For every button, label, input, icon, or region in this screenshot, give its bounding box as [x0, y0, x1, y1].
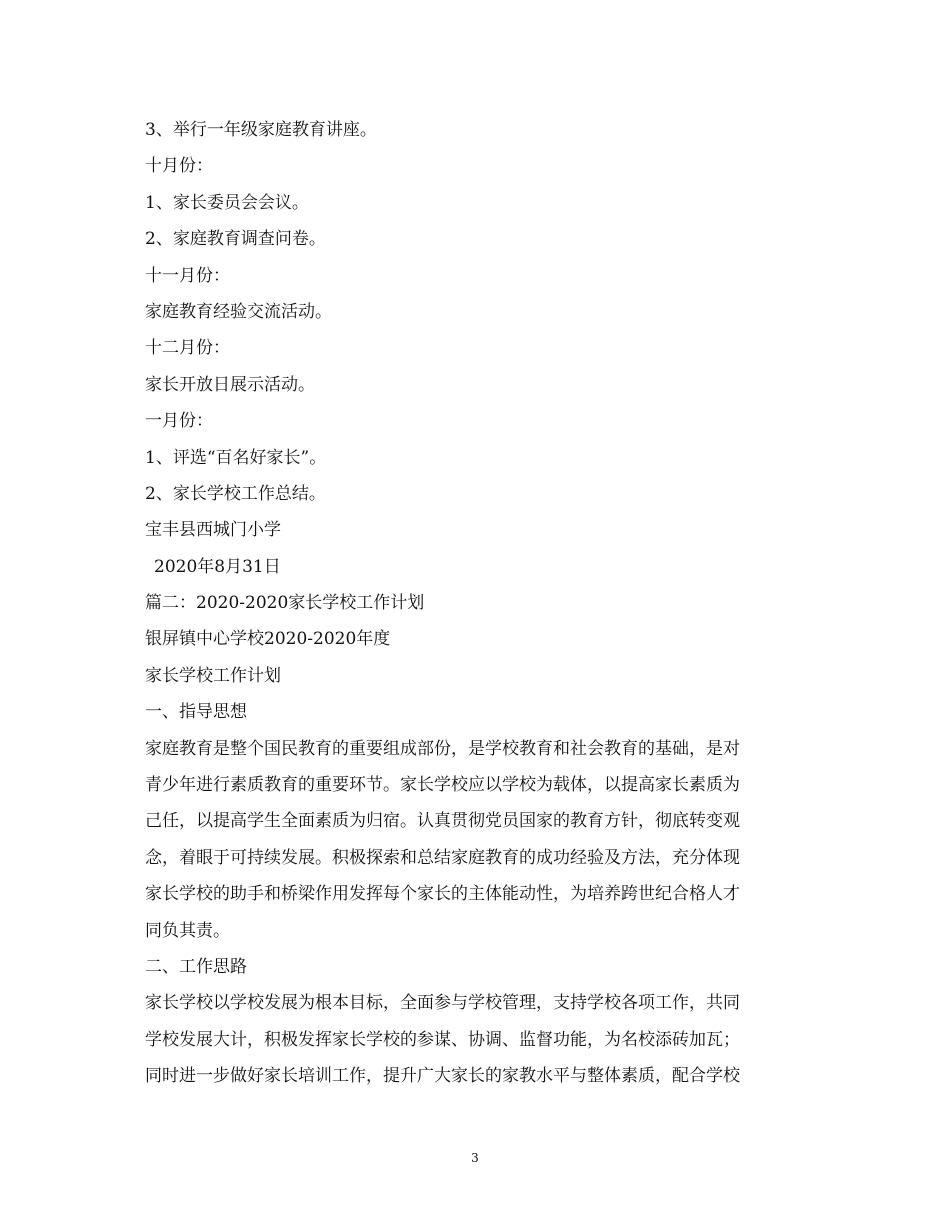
paragraph-line: 念，着眼于可持续发展。积极探索和总结家庭教育的成功经验及方法，充分体现 [145, 847, 740, 868]
text-line: 2、家长学校工作总结。 [145, 483, 326, 504]
text-line: 家庭教育经验交流活动。 [145, 301, 332, 322]
paragraph-line: 青少年进行素质教育的重要环节。家长学校应以学校为载体，以提高家长素质为 [145, 775, 740, 796]
school-signature: 宝丰县西城门小学 [145, 520, 281, 541]
text-line: 1、家长委员会会议。 [145, 192, 309, 213]
month-heading: 十二月份： [145, 338, 230, 359]
month-heading: 十月份： [145, 156, 213, 177]
month-heading: 十一月份： [145, 265, 230, 286]
section-heading: 一、指导思想 [145, 702, 247, 723]
paragraph-line: 同时进一步做好家长培训工作，提升广大家长的家教水平与整体素质，配合学校 [145, 1066, 740, 1087]
paragraph-line: 家庭教育是整个国民教育的重要组成部份，是学校教育和社会教育的基础，是对 [145, 738, 740, 759]
text-line: 2、家庭教育调查问卷。 [145, 229, 326, 250]
paragraph-line: 家长学校的助手和桥梁作用发挥每个家长的主体能动性，为培养跨世纪合格人才 [145, 884, 740, 905]
page-number: 3 [471, 1151, 479, 1165]
document-title: 银屏镇中心学校2020-2020年度 [145, 629, 391, 650]
paragraph-line: 学校发展大计，积极发挥家长学校的参谋、协调、监督功能，为名校添砖加瓦； [145, 1029, 740, 1050]
paragraph-line: 家长学校以学校发展为根本目标，全面参与学校管理，支持学校各项工作，共同 [145, 993, 740, 1014]
paragraph-line: 己任，以提高学生全面素质为归宿。认真贯彻党员国家的教育方针，彻底转变观 [145, 811, 740, 832]
document-body [145, 112, 807, 1095]
month-heading: 一月份： [145, 411, 213, 432]
text-line: 3、举行一年级家庭教育讲座。 [145, 120, 377, 140]
text-line: 1、评选“百名好家长”。 [145, 447, 327, 468]
document-title: 家长学校工作计划 [145, 665, 281, 686]
section-title: 篇二：2020-2020家长学校工作计划 [145, 593, 425, 614]
text-line: 家长开放日展示活动。 [145, 374, 315, 395]
section-heading: 二、工作思路 [145, 956, 247, 977]
signature-date: 2020年8月31日 [154, 556, 281, 577]
paragraph-line: 同负其责。 [145, 920, 230, 941]
